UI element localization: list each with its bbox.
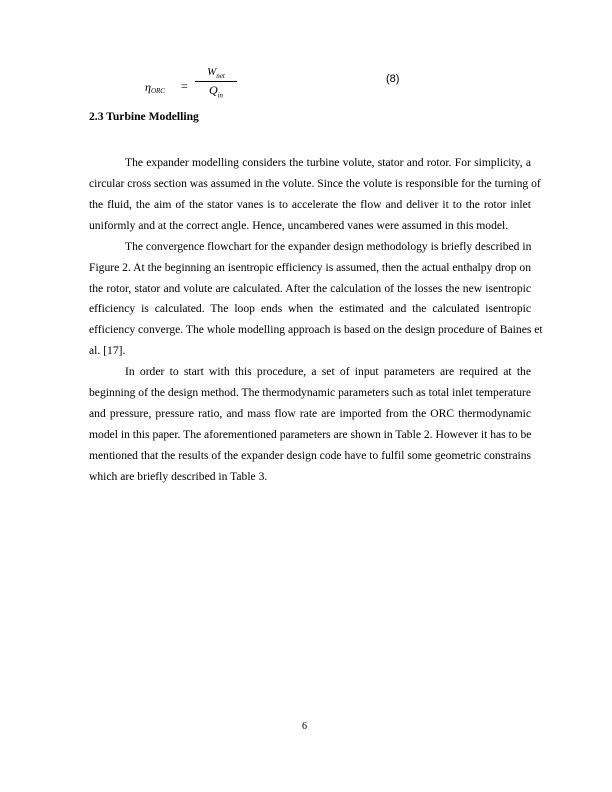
paragraph-line: The convergence flowchart for the expander design methodology is briefly described in: [125, 240, 532, 253]
paragraph-line: In order to start with this procedure, a set of input parameters are required at the: [125, 365, 531, 378]
denominator-subscript: in: [217, 91, 224, 100]
equals-sign: =: [181, 79, 188, 93]
eta-subscript: ORC: [150, 87, 165, 95]
paragraph-line: efficiency converge. The whole modelling approach is based on the design procedure of Baines et: [89, 323, 543, 336]
paragraph-line: the fluid, the aim of the stator vanes is to accelerate the flow and deliver it to the rotor inlet: [89, 198, 531, 211]
paragraph-line: mentioned that the results of the expander design code have to fulfil some geometric constrains: [89, 449, 531, 462]
paragraph-line: beginning of the design method. The thermodynamic parameters such as total inlet temperature: [89, 386, 531, 399]
numerator: [195, 66, 237, 80]
denominator-symbol: Q: [208, 83, 218, 98]
paragraph-line: model in this paper. The aforementioned parameters are shown in Table 2. However it has to be: [89, 428, 532, 441]
eta-symbol: η: [145, 80, 151, 94]
paragraph-line: circular cross section was assumed in the volute. Since the volute is responsible for the turning of: [89, 177, 541, 190]
paragraph-line: and pressure, pressure ratio, and mass flow rate are imported from the ORC thermodynamic: [89, 407, 531, 420]
paragraph-line: Figure 2. At the beginning an isentropic efficiency is assumed, then the actual enthalpy drop on: [89, 261, 531, 274]
numerator-subscript: net: [216, 72, 225, 81]
equation-lhs: [145, 80, 165, 95]
paragraph-line: the rotor, stator and volute are calculated. After the calculation of the losses the new isentropic: [89, 282, 531, 295]
page-number: 6: [302, 721, 307, 732]
paragraph-line: al. [17].: [89, 344, 126, 357]
paragraph-line: which are briefly described in Table 3.: [89, 470, 268, 483]
numerator-symbol: W: [207, 66, 217, 78]
paragraph-line: efficiency is calculated. The loop ends when the estimated and the calculated isentropic: [89, 302, 531, 315]
fraction: [195, 66, 237, 100]
paragraph-line: uniformly and at the correct angle. Hence, uncambered vanes were assumed in this model.: [89, 219, 509, 232]
equation-number: (8): [386, 73, 400, 85]
fraction-bar: [195, 81, 237, 82]
section-heading: 2.3 Turbine Modelling: [89, 110, 199, 123]
paragraph-line: The expander modelling considers the turbine volute, stator and rotor. For simplicity, a: [125, 156, 531, 169]
denominator: [195, 83, 237, 99]
